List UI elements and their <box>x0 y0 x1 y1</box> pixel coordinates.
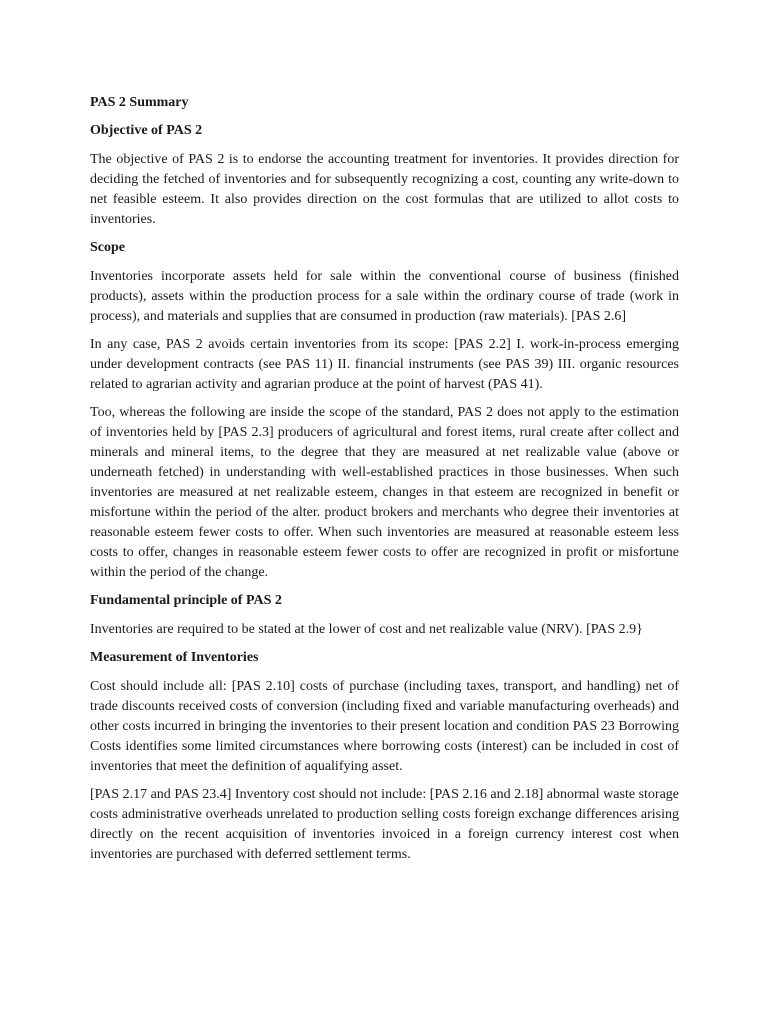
heading-scope: Scope <box>90 240 125 255</box>
paragraph-measurement-2: [PAS 2.17 and PAS 23.4] Inventory cost should not include: [PAS 2.16 and 2.18] abnormal waste storage costs administrative overheads unrelated to production selling costs foreign exchange differences arising directly on the recent acquisition of inventories invoiced in a foreign currency interest cost when inventories are purchased with deferred settlement terms. <box>90 787 679 862</box>
paragraph-scope-2: In any case, PAS 2 avoids certain inventories from its scope: [PAS 2.2] I. work-in-process emerging under development contracts (see PAS 11) II. financial instruments (see PAS 39) III. organic resources related to agrarian activity and agrarian produce at the point of harvest (PAS 41). <box>90 337 679 392</box>
paragraph-fundamental-principle: Inventories are required to be stated at the lower of cost and net realizable value (NRV). [PAS 2.9} <box>90 622 643 637</box>
heading-objective: Objective of PAS 2 <box>90 123 203 138</box>
heading-measurement: Measurement of Inventories <box>90 650 259 665</box>
paragraph-objective: The objective of PAS 2 is to endorse the accounting treatment for inventories. It provides direction for deciding the fetched of inventories and for subsequently recognizing a cost, counting any write-down to net feasible esteem. It also provides direction on the cost formulas that are utilized to allot costs to inventories. <box>90 152 679 227</box>
document-title: PAS 2 Summary <box>90 95 189 110</box>
document-page <box>90 93 679 873</box>
paragraph-measurement-1: Cost should include all: [PAS 2.10] costs of purchase (including taxes, transport, and handling) net of trade discounts received costs of conversion (including fixed and variable manufacturing overheads) and other costs incurred in bringing the inventories to their present location and condition PAS 23 Borrowing Costs identifies some limited circumstances where borrowing costs (interest) can be included in cost of inventories that meet the definition of aqualifying asset. <box>90 679 679 774</box>
paragraph-scope-3: Too, whereas the following are inside the scope of the standard, PAS 2 does not apply to the estimation of inventories held by [PAS 2.3] producers of agricultural and forest items, rural create after collect and minerals and mineral items, to the degree that they are measured at net realizable value (above or underneath fetched) in understanding with well-established practices in those businesses. When such inventories are measured at net realizable esteem, changes in that esteem are recognized in benefit or misfortune within the period of the alter. product brokers and merchants who degree their inventories at reasonable esteem fewer costs to offer. When such inventories are measured at reasonable esteem less costs to offer, changes in reasonable esteem fewer costs to offer are recognized in profit or misfortune within the period of the change. <box>90 405 679 580</box>
paragraph-scope-1: Inventories incorporate assets held for sale within the conventional course of business (finished products), assets within the production process for a sale within the ordinary course of trade (work in process), and materials and supplies that are consumed in production (raw materials). [PAS 2.6] <box>90 269 679 324</box>
heading-fundamental-principle: Fundamental principle of PAS 2 <box>90 593 282 608</box>
